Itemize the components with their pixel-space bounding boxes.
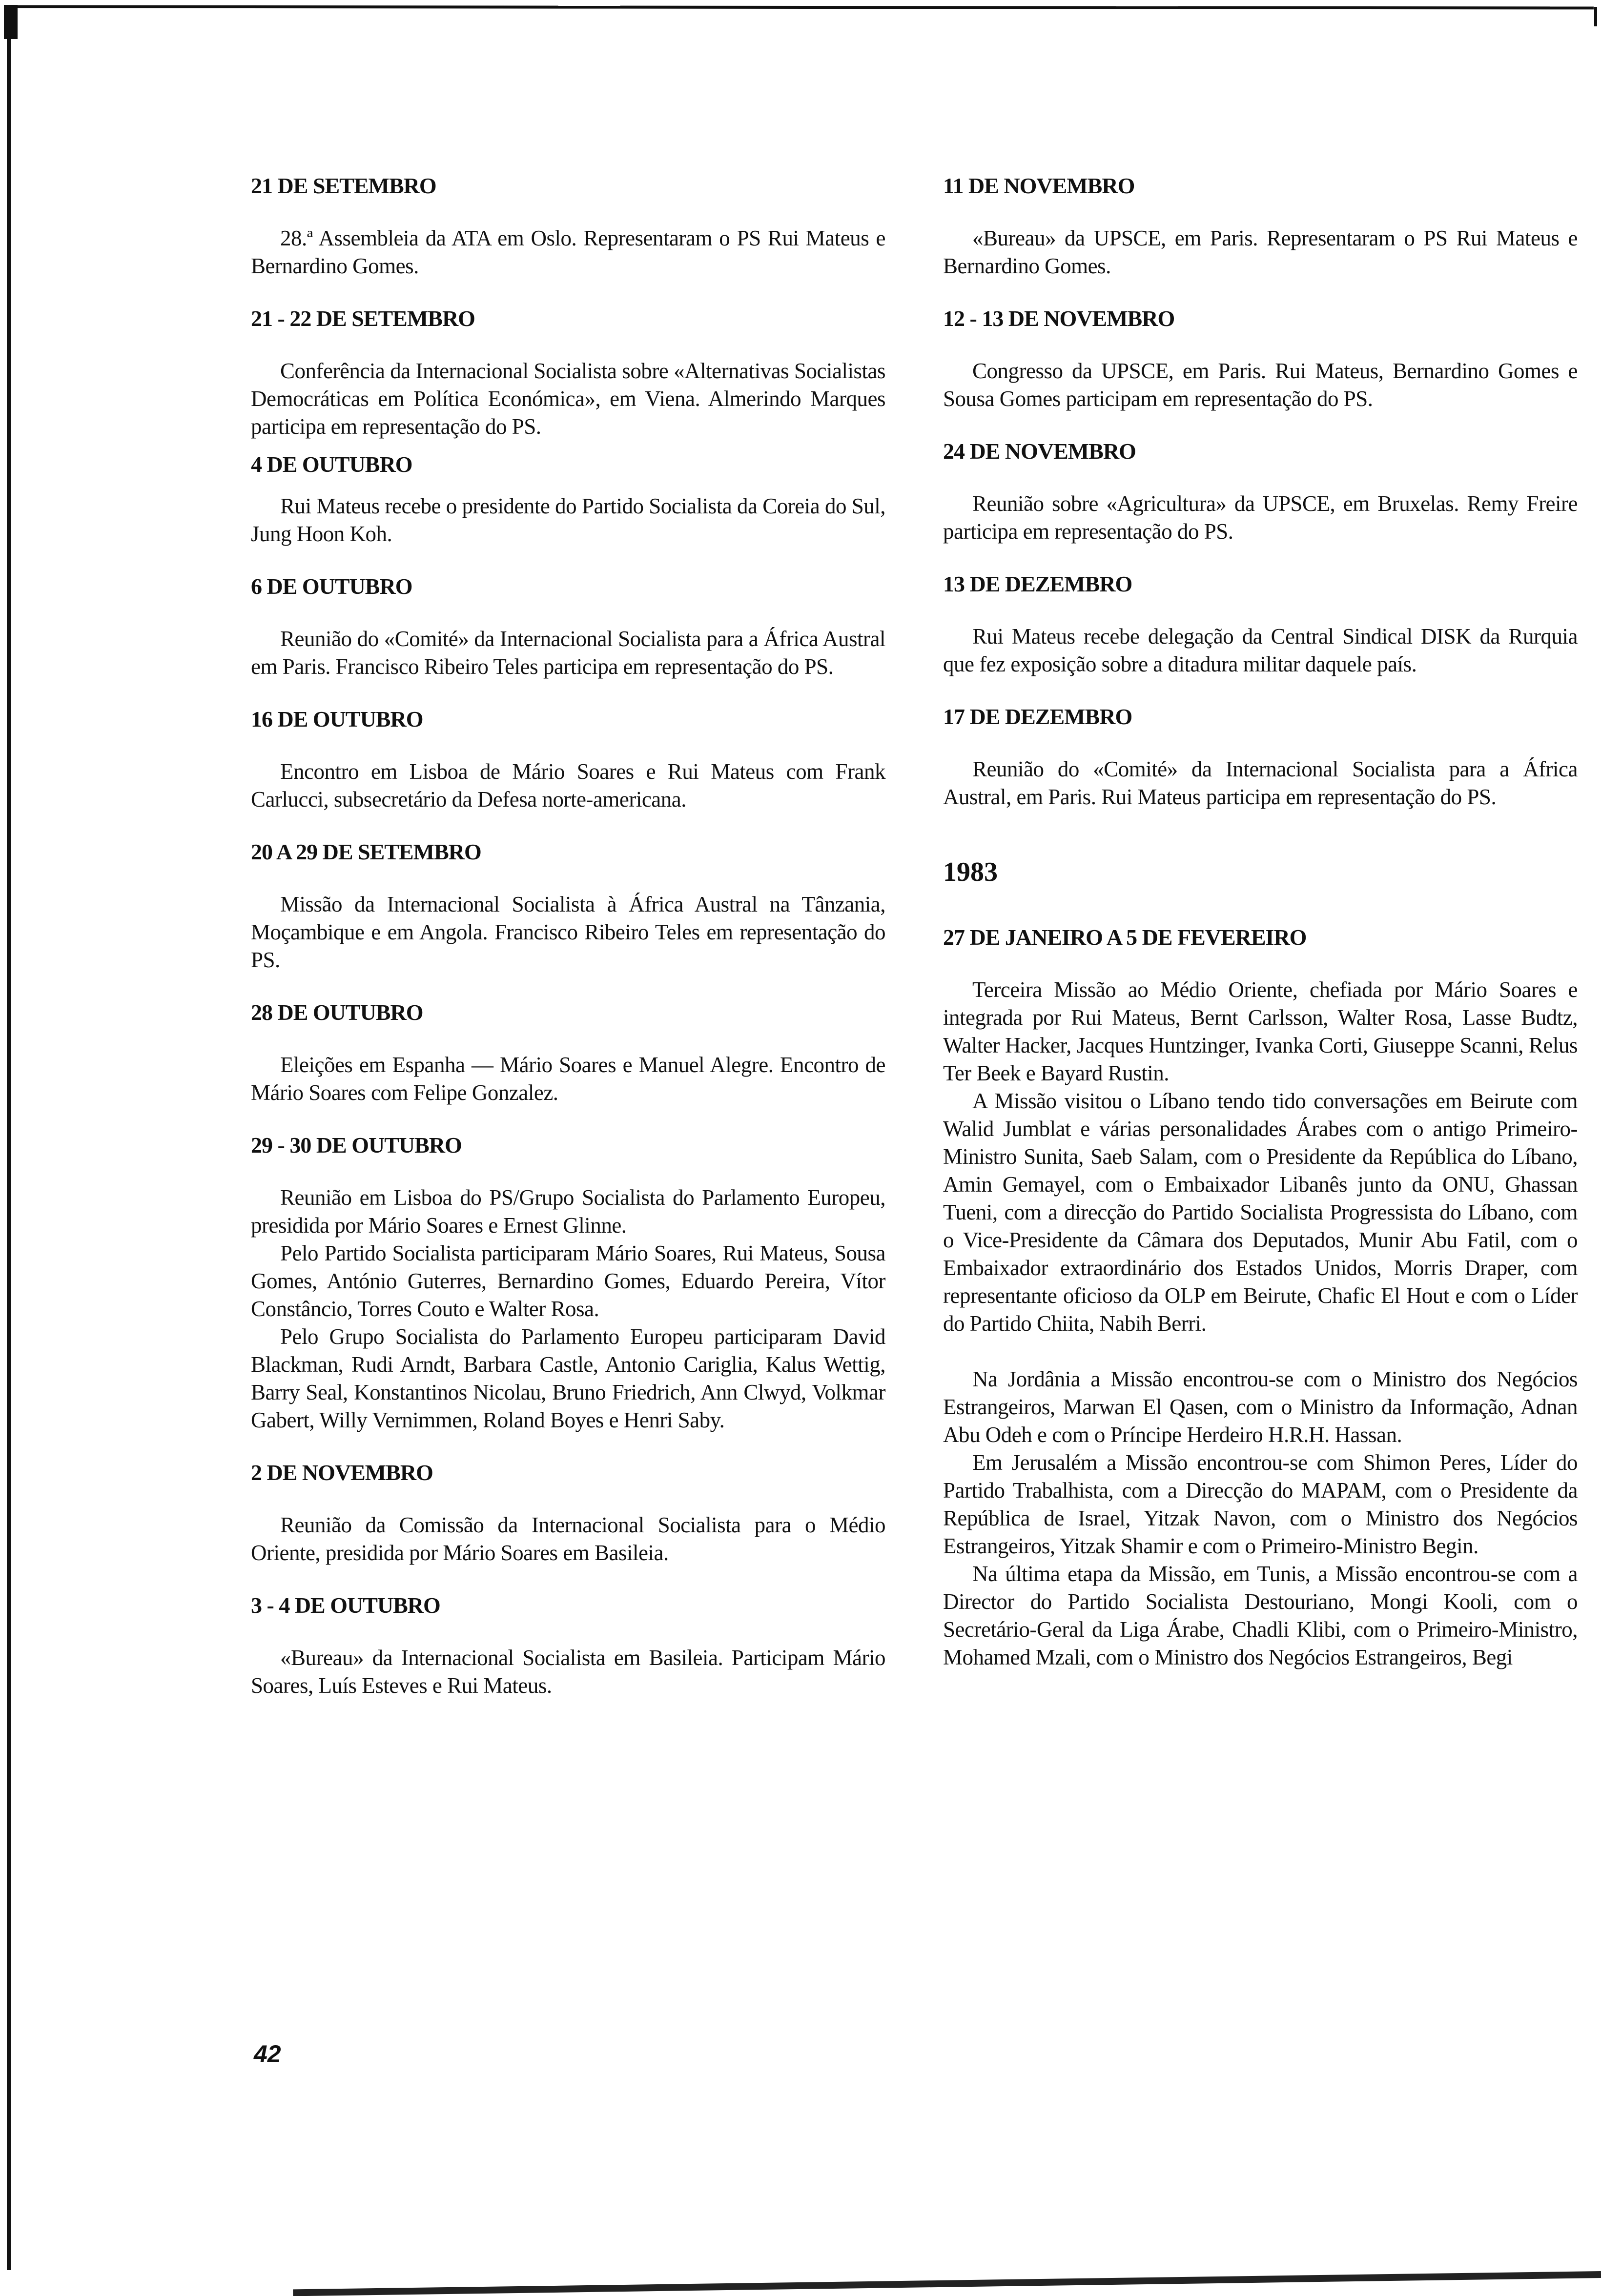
entry-text: Terceira Missão ao Médio Oriente, chefiada por Mário Soares e integrada por Rui Mateus, Bernt Carlsson, Walter Rosa, Lasse Budtz, Walter Hacker, Jacques Huntzinger, Ivanka Corti, Giuseppe Scanni, Relus Ter Beek e Bayard Rustin.: [943, 977, 1578, 1085]
entry-text: Pelo Partido Socialista participaram Mário Soares, Rui Mateus, Sousa Gomes, António Guterres, Bernardino Gomes, Eduardo Pereira, Vítor Constâncio, Torres Couto e Walter Rosa.: [251, 1241, 885, 1321]
entry-date: 27 DE JANEIRO A 5 DE FEVEREIRO: [943, 925, 1307, 950]
chronology-entry: [251, 450, 885, 548]
year-heading: 1983: [943, 857, 998, 887]
entry-date: 21 DE SETEMBRO: [251, 173, 436, 198]
entry-text: Rui Mateus recebe o presidente do Partido Socialista da Coreia do Sul, Jung Hoon Koh.: [251, 494, 885, 546]
entry-date: 4 DE OUTUBRO: [251, 452, 412, 477]
entry-date: 12 - 13 DE NOVEMBRO: [943, 306, 1175, 331]
entry-date: 16 DE OUTUBRO: [251, 707, 423, 731]
right-column: [943, 172, 1578, 1671]
entry-text: Eleições em Espanha — Mário Soares e Manuel Alegre. Encontro de Mário Soares com Felipe Gonzalez.: [251, 1053, 885, 1105]
scan-artifact-bottom-edge: [293, 2271, 1601, 2296]
chronology-entry: [251, 572, 885, 681]
entry-text: Reunião do «Comité» da Internacional Socialista para a África Austral, em Paris. Rui Mateus participa em representação do PS.: [943, 757, 1578, 809]
entry-text: Reunião do «Comité» da Internacional Socialista para a África Austral em Paris. Francisco Ribeiro Teles participa em representação do PS.: [251, 627, 885, 679]
scan-artifact-right-edge: [1594, 7, 1597, 26]
entry-text: Conferência da Internacional Socialista sobre «Alternativas Socialistas Democráticas em Política Económica», em Viena. Almerindo Marques participa em representação do PS.: [251, 359, 885, 439]
chronology-entry: [943, 570, 1578, 678]
entry-date: 21 - 22 DE SETEMBRO: [251, 306, 475, 331]
entry-date: 11 DE NOVEMBRO: [943, 173, 1135, 198]
entry-text: Missão da Internacional Socialista à África Austral na Tânzania, Moçambique e em Angola. Francisco Ribeiro Teles em representação do PS.: [251, 892, 885, 972]
chronology-entry: [251, 305, 885, 441]
entry-text: Congresso da UPSCE, em Paris. Rui Mateus, Bernardino Gomes e Sousa Gomes participam em representação do PS.: [943, 359, 1578, 411]
entry-date: 24 DE NOVEMBRO: [943, 439, 1136, 464]
chronology-entry: [251, 838, 885, 974]
chronology-entry: [251, 172, 885, 280]
entry-text: Reunião sobre «Agricultura» da UPSCE, em Bruxelas. Remy Freire participa em representação do PS.: [943, 491, 1578, 544]
entry-date: 2 DE NOVEMBRO: [251, 1460, 433, 1485]
entry-text: «Bureau» da Internacional Socialista em Basileia. Participam Mário Soares, Luís Esteves e Rui Mateus.: [251, 1646, 885, 1698]
chronology-entry: [251, 1459, 885, 1567]
chronology-entry: [943, 923, 1578, 1671]
entry-date: 20 A 29 DE SETEMBRO: [251, 839, 481, 864]
entry-date: 29 - 30 DE OUTUBRO: [251, 1133, 462, 1158]
entry-date: 6 DE OUTUBRO: [251, 574, 412, 599]
entry-text: Reunião em Lisboa do PS/Grupo Socialista do Parlamento Europeu, presidida por Mário Soares e Ernest Glinne.: [251, 1185, 885, 1238]
chronology-entry: [943, 703, 1578, 811]
entry-text: 28.ª Assembleia da ATA em Oslo. Representaram o PS Rui Mateus e Bernardino Gomes.: [251, 226, 885, 278]
chronology-entry: [251, 705, 885, 813]
entry-text: «Bureau» da UPSCE, em Paris. Representaram o PS Rui Mateus e Bernardino Gomes.: [943, 226, 1578, 278]
entry-text: Reunião da Comissão da Internacional Socialista para o Médio Oriente, presidida por Mário Soares em Basileia.: [251, 1513, 885, 1565]
scan-artifact-left-edge: [7, 6, 11, 2270]
chronology-entry: [251, 998, 885, 1107]
entry-text: Encontro em Lisboa de Mário Soares e Rui Mateus com Frank Carlucci, subsecretário da Defesa norte-americana.: [251, 759, 885, 812]
scan-artifact-corner: [4, 5, 18, 39]
chronology-entry: [943, 305, 1578, 413]
entry-text: Na última etapa da Missão, em Tunis, a Missão encontrou-se com a Director do Partido Socialista Destouriano, Mongi Kooli, com o Secretário-Geral da Liga Árabe, Chadli Klibi, com o Primeiro-Ministro, Mohamed Mzali, com o Ministro dos Negócios Estrangeiros, Begi: [943, 1562, 1578, 1669]
chronology-entry: [943, 437, 1578, 546]
scan-artifact-top-edge: [5, 5, 1594, 10]
chronology-entry: [251, 1131, 885, 1434]
entry-text: Rui Mateus recebe delegação da Central Sindical DISK da Rurquia que fez exposição sobre a ditadura militar daquele país.: [943, 624, 1578, 676]
entry-text: Em Jerusalém a Missão encontrou-se com Shimon Peres, Líder do Partido Trabalhista, com a Direcção do MAPAM, com o Presidente da República de Israel, Yitzak Navon, com o Ministro dos Negócios Estrangeiros, Yitzak Shamir e com o Primeiro-Ministro Begin.: [943, 1450, 1578, 1558]
entry-text: Na Jordânia a Missão encontrou-se com o Ministro dos Negócios Estrangeiros, Marwan El Qasen, com o Ministro da Informação, Adnan Abu Odeh e com o Príncipe Herdeiro H.R.H. Hassan.: [943, 1367, 1578, 1447]
chronology-entry: [943, 172, 1578, 280]
entry-text: A Missão visitou o Líbano tendo tido conversações em Beirute com Walid Jumblat e várias personalidades Árabes com o antigo Primeiro-Ministro Sunita, Saeb Salam, com o Presidente da República do Líbano, Amin Gemayel, com o Embaixador Libanês junto da ONU, Ghassan Tueni, com a direcção do Partido Socialista Progressista do Líbano, com o Vice-Presidente da Câmara dos Deputados, Munir Abu Fatil, com o Embaixador extraordinário dos Estados Unidos, Morris Draper, com representante oficioso da OLP em Beirute, Chafic El Hout e com o Líder do Partido Chiita, Nabih Berri.: [943, 1089, 1578, 1336]
entry-date: 3 - 4 DE OUTUBRO: [251, 1593, 440, 1618]
entry-date: 17 DE DEZEMBRO: [943, 704, 1132, 729]
chronology-entry: [251, 1591, 885, 1700]
entry-date: 28 DE OUTUBRO: [251, 1000, 423, 1025]
entry-date: 13 DE DEZEMBRO: [943, 571, 1132, 596]
entry-text: Pelo Grupo Socialista do Parlamento Europeu participaram David Blackman, Rudi Arndt, Barbara Castle, Antonio Cariglia, Kalus Wettig, Barry Seal, Konstantinos Nicolau, Bruno Friedrich, Ann Clwyd, Volkmar Gabert, Willy Vernimmen, Roland Boyes e Henri Saby.: [251, 1324, 885, 1432]
left-column: [251, 172, 885, 1700]
page-number: 42: [254, 2040, 281, 2068]
